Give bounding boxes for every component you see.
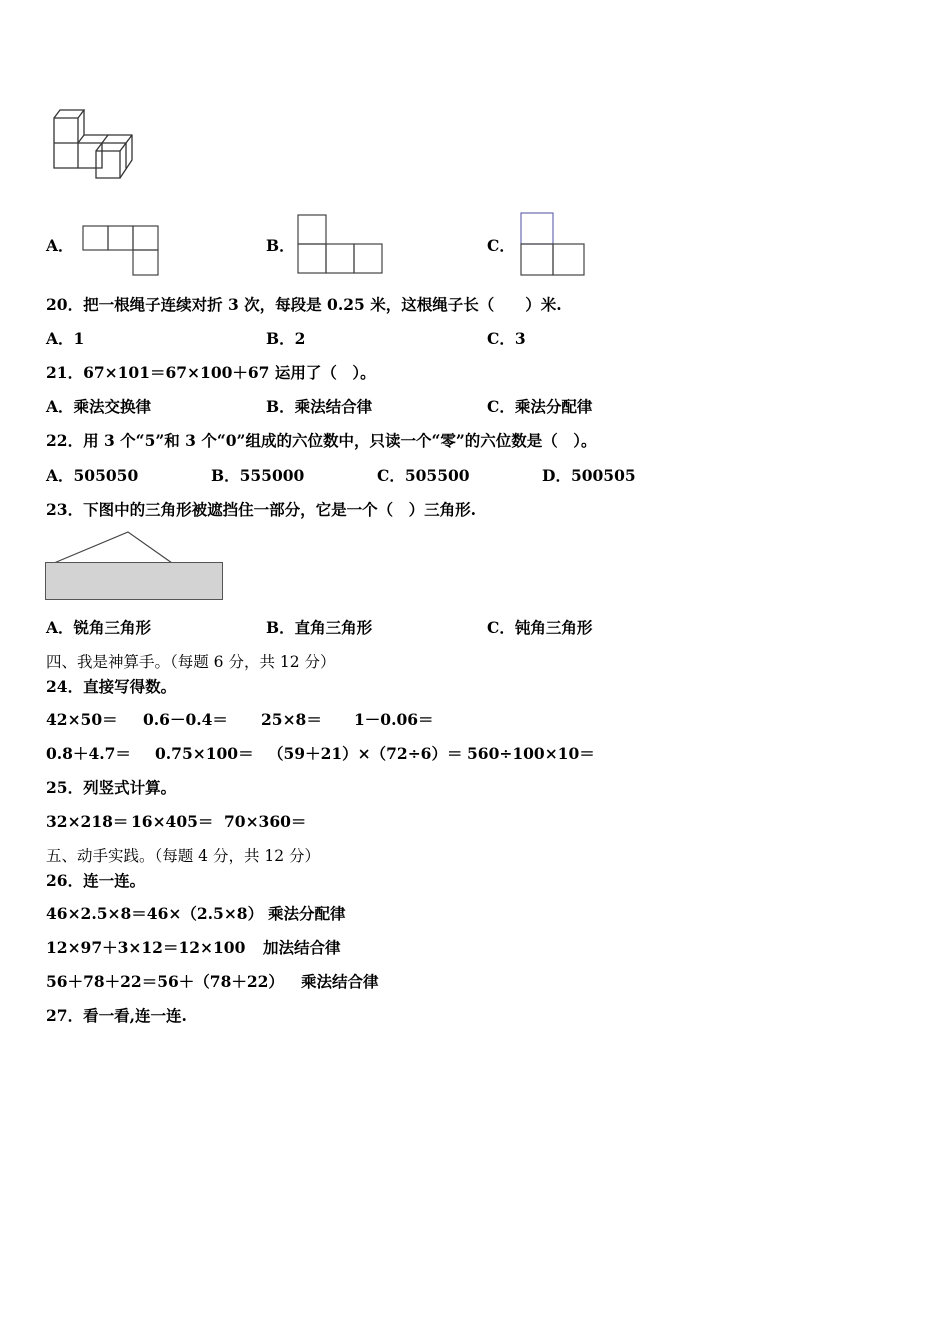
q19-option-c-shape [519,211,591,279]
q21-option-c[interactable]: C．乘法分配律 [487,397,593,416]
cube-stack-figure [50,104,145,184]
q22-stem: 22．用 3 个“5”和 3 个“0”组成的六位数中，只读一个“零”的六位数是（ ）。 [46,431,597,450]
section5-title: 五、动手实践。（每题 4 分，共 12 分） [46,847,321,865]
q24-item: （59＋21）×（72÷6）＝ [268,744,463,763]
q19-option-b-shape [296,213,388,279]
q25-stem: 25．列竖式计算。 [46,778,177,797]
q19-option-a-shape [82,224,162,279]
q26-law[interactable]: 加法结合律 [263,938,341,957]
covered-triangle-figure [44,530,226,604]
q24-item: 42×50＝ [46,710,118,729]
q27-stem: 27．看一看,连一连. [46,1006,187,1025]
q26-expression[interactable]: 56＋78＋22＝56＋（78＋22） [46,972,284,991]
q26-stem: 26．连一连。 [46,871,146,890]
q21-stem: 21．67×101＝67×100＋67 运用了（ ）。 [46,363,376,382]
q21-option-b[interactable]: B．乘法结合律 [266,397,373,416]
section4-title: 四、我是神算手。（每题 6 分，共 12 分） [46,653,336,671]
q19-option-a-label[interactable]: A． [46,236,74,255]
q21-option-a[interactable]: A．乘法交换律 [46,397,152,416]
q24-item: 25×8＝ [261,710,322,729]
q25-item: 32×218＝ [46,812,129,831]
q26-expression[interactable]: 12×97＋3×12＝12×100 [46,938,246,957]
q23-option-b[interactable]: B．直角三角形 [266,618,373,637]
q23-stem: 23．下图中的三角形被遮挡住一部分，它是一个（ ）三角形. [46,500,476,519]
q26-law[interactable]: 乘法分配律 [268,904,346,923]
q19-option-c-label[interactable]: C． [487,236,515,255]
q20-option-b[interactable]: B．2 [266,329,306,348]
q20-option-c[interactable]: C．3 [487,329,526,348]
q26-law[interactable]: 乘法结合律 [301,972,379,991]
q20-stem: 20．把一根绳子连续对折 3 次，每段是 0.25 米，这根绳子长（ ）米. [46,295,562,314]
q23-option-a[interactable]: A．锐角三角形 [46,618,152,637]
q25-item: 16×405＝ [131,812,214,831]
q22-option-b[interactable]: B．555000 [211,466,305,485]
q25-item: 70×360＝ [224,812,307,831]
q24-item: 560÷100×10＝ [467,744,595,763]
q22-option-a[interactable]: A．505050 [46,466,139,485]
q22-option-d[interactable]: D．500505 [542,466,636,485]
q24-item: 1－0.06＝ [354,710,434,729]
q24-item: 0.75×100＝ [155,744,254,763]
q24-stem: 24．直接写得数。 [46,677,177,696]
q19-option-b-label[interactable]: B． [266,236,295,255]
q24-item: 0.6－0.4＝ [143,710,228,729]
q23-option-c[interactable]: C．钝角三角形 [487,618,593,637]
q20-option-a[interactable]: A．1 [46,329,85,348]
q26-expression[interactable]: 46×2.5×8＝46×（2.5×8） [46,904,264,923]
q24-item: 0.8＋4.7＝ [46,744,131,763]
q22-option-c[interactable]: C．505500 [377,466,470,485]
